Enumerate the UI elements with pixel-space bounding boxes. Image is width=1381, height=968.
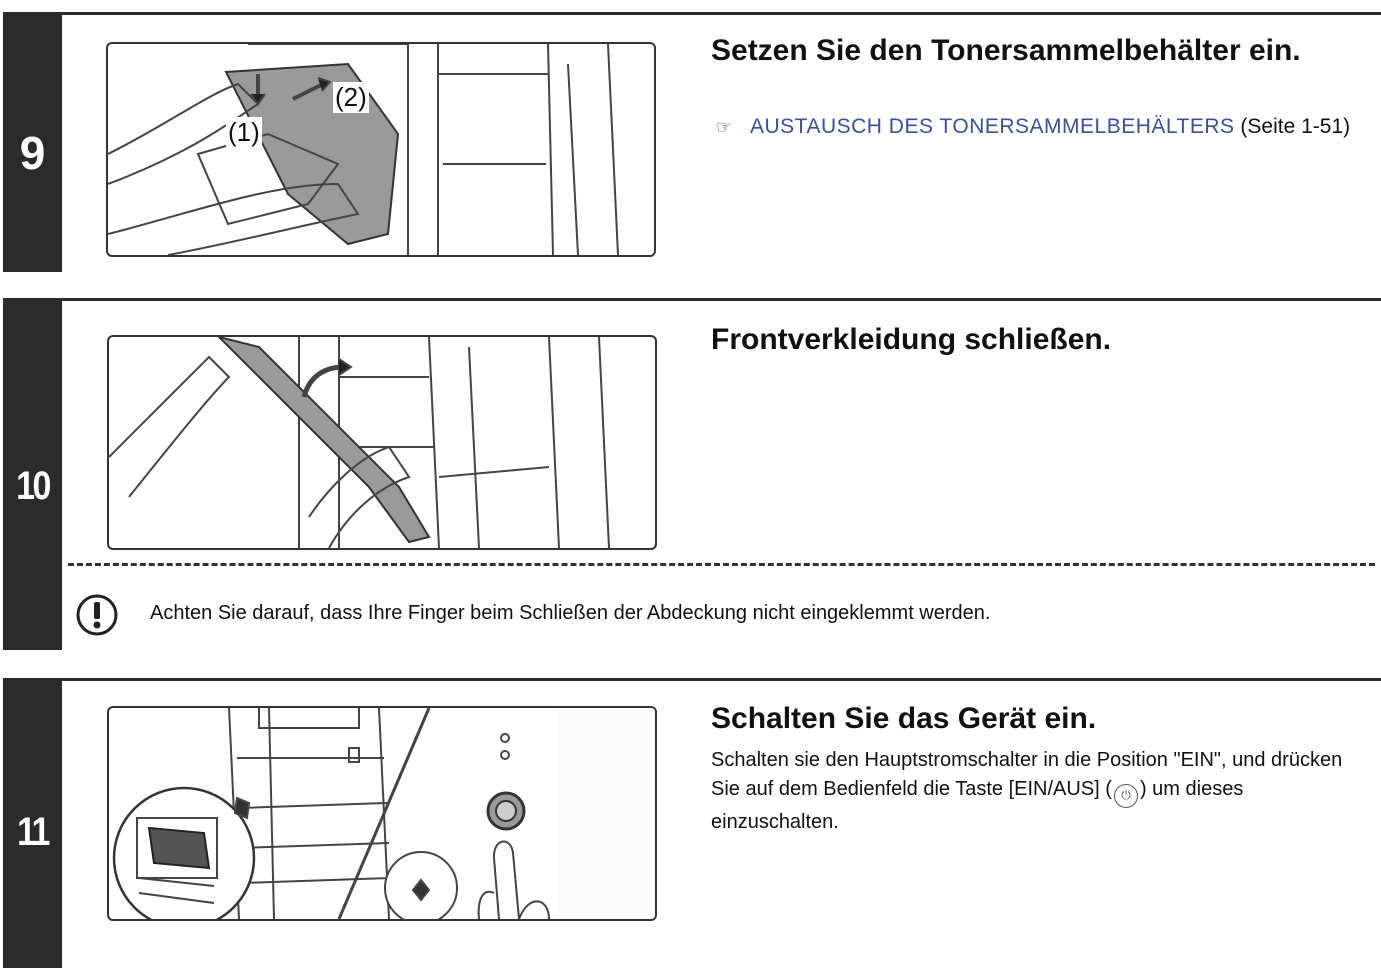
pointing-hand-icon: ☞	[716, 117, 733, 137]
step-11-body-after: ) um dieses einzuschalten.	[711, 778, 1244, 833]
step-11-number: 11	[17, 810, 48, 854]
step-10-illustration	[107, 335, 657, 550]
step-11-heading: Schalten Sie das Gerät ein.	[711, 702, 1097, 735]
step-11-body	[711, 746, 1371, 837]
step-9-number: 9	[19, 127, 46, 179]
exclamation-circle-icon	[75, 593, 119, 637]
step-10-heading: Frontverkleidung schließen.	[711, 323, 1112, 356]
step-9-heading: Setzen Sie den Tonersammelbehälter ein.	[711, 34, 1301, 67]
step-9-ref-page: (Seite 1-51)	[1240, 115, 1351, 138]
step-9-rule	[3, 12, 1381, 15]
step-10-number: 10	[16, 464, 49, 508]
step-11-illustration	[107, 706, 657, 921]
power-icon: ⏻	[1114, 784, 1138, 808]
step-10-rule	[3, 298, 1381, 301]
caution-text: Achten Sie darauf, dass Ihre Finger beim Schließen der Abdeckung nicht eingeklemmt werden.	[150, 602, 991, 624]
step-11-rule	[3, 678, 1381, 681]
step-11-body-before: Schalten sie den Hauptstromschalter in die Position "EIN", und drücken Sie auf dem Bedienfeld die Taste [EIN/AUS] (	[711, 749, 1343, 800]
callout-1: (1)	[228, 117, 260, 147]
caution-divider	[68, 563, 1375, 566]
step-9-illustration	[106, 42, 656, 257]
step-9-reference	[716, 112, 1376, 142]
callout-2: (2)	[335, 82, 367, 112]
step-9-ref-link[interactable]: AUSTAUSCH DES TONERSAMMELBEHÄLTERS	[750, 115, 1235, 138]
